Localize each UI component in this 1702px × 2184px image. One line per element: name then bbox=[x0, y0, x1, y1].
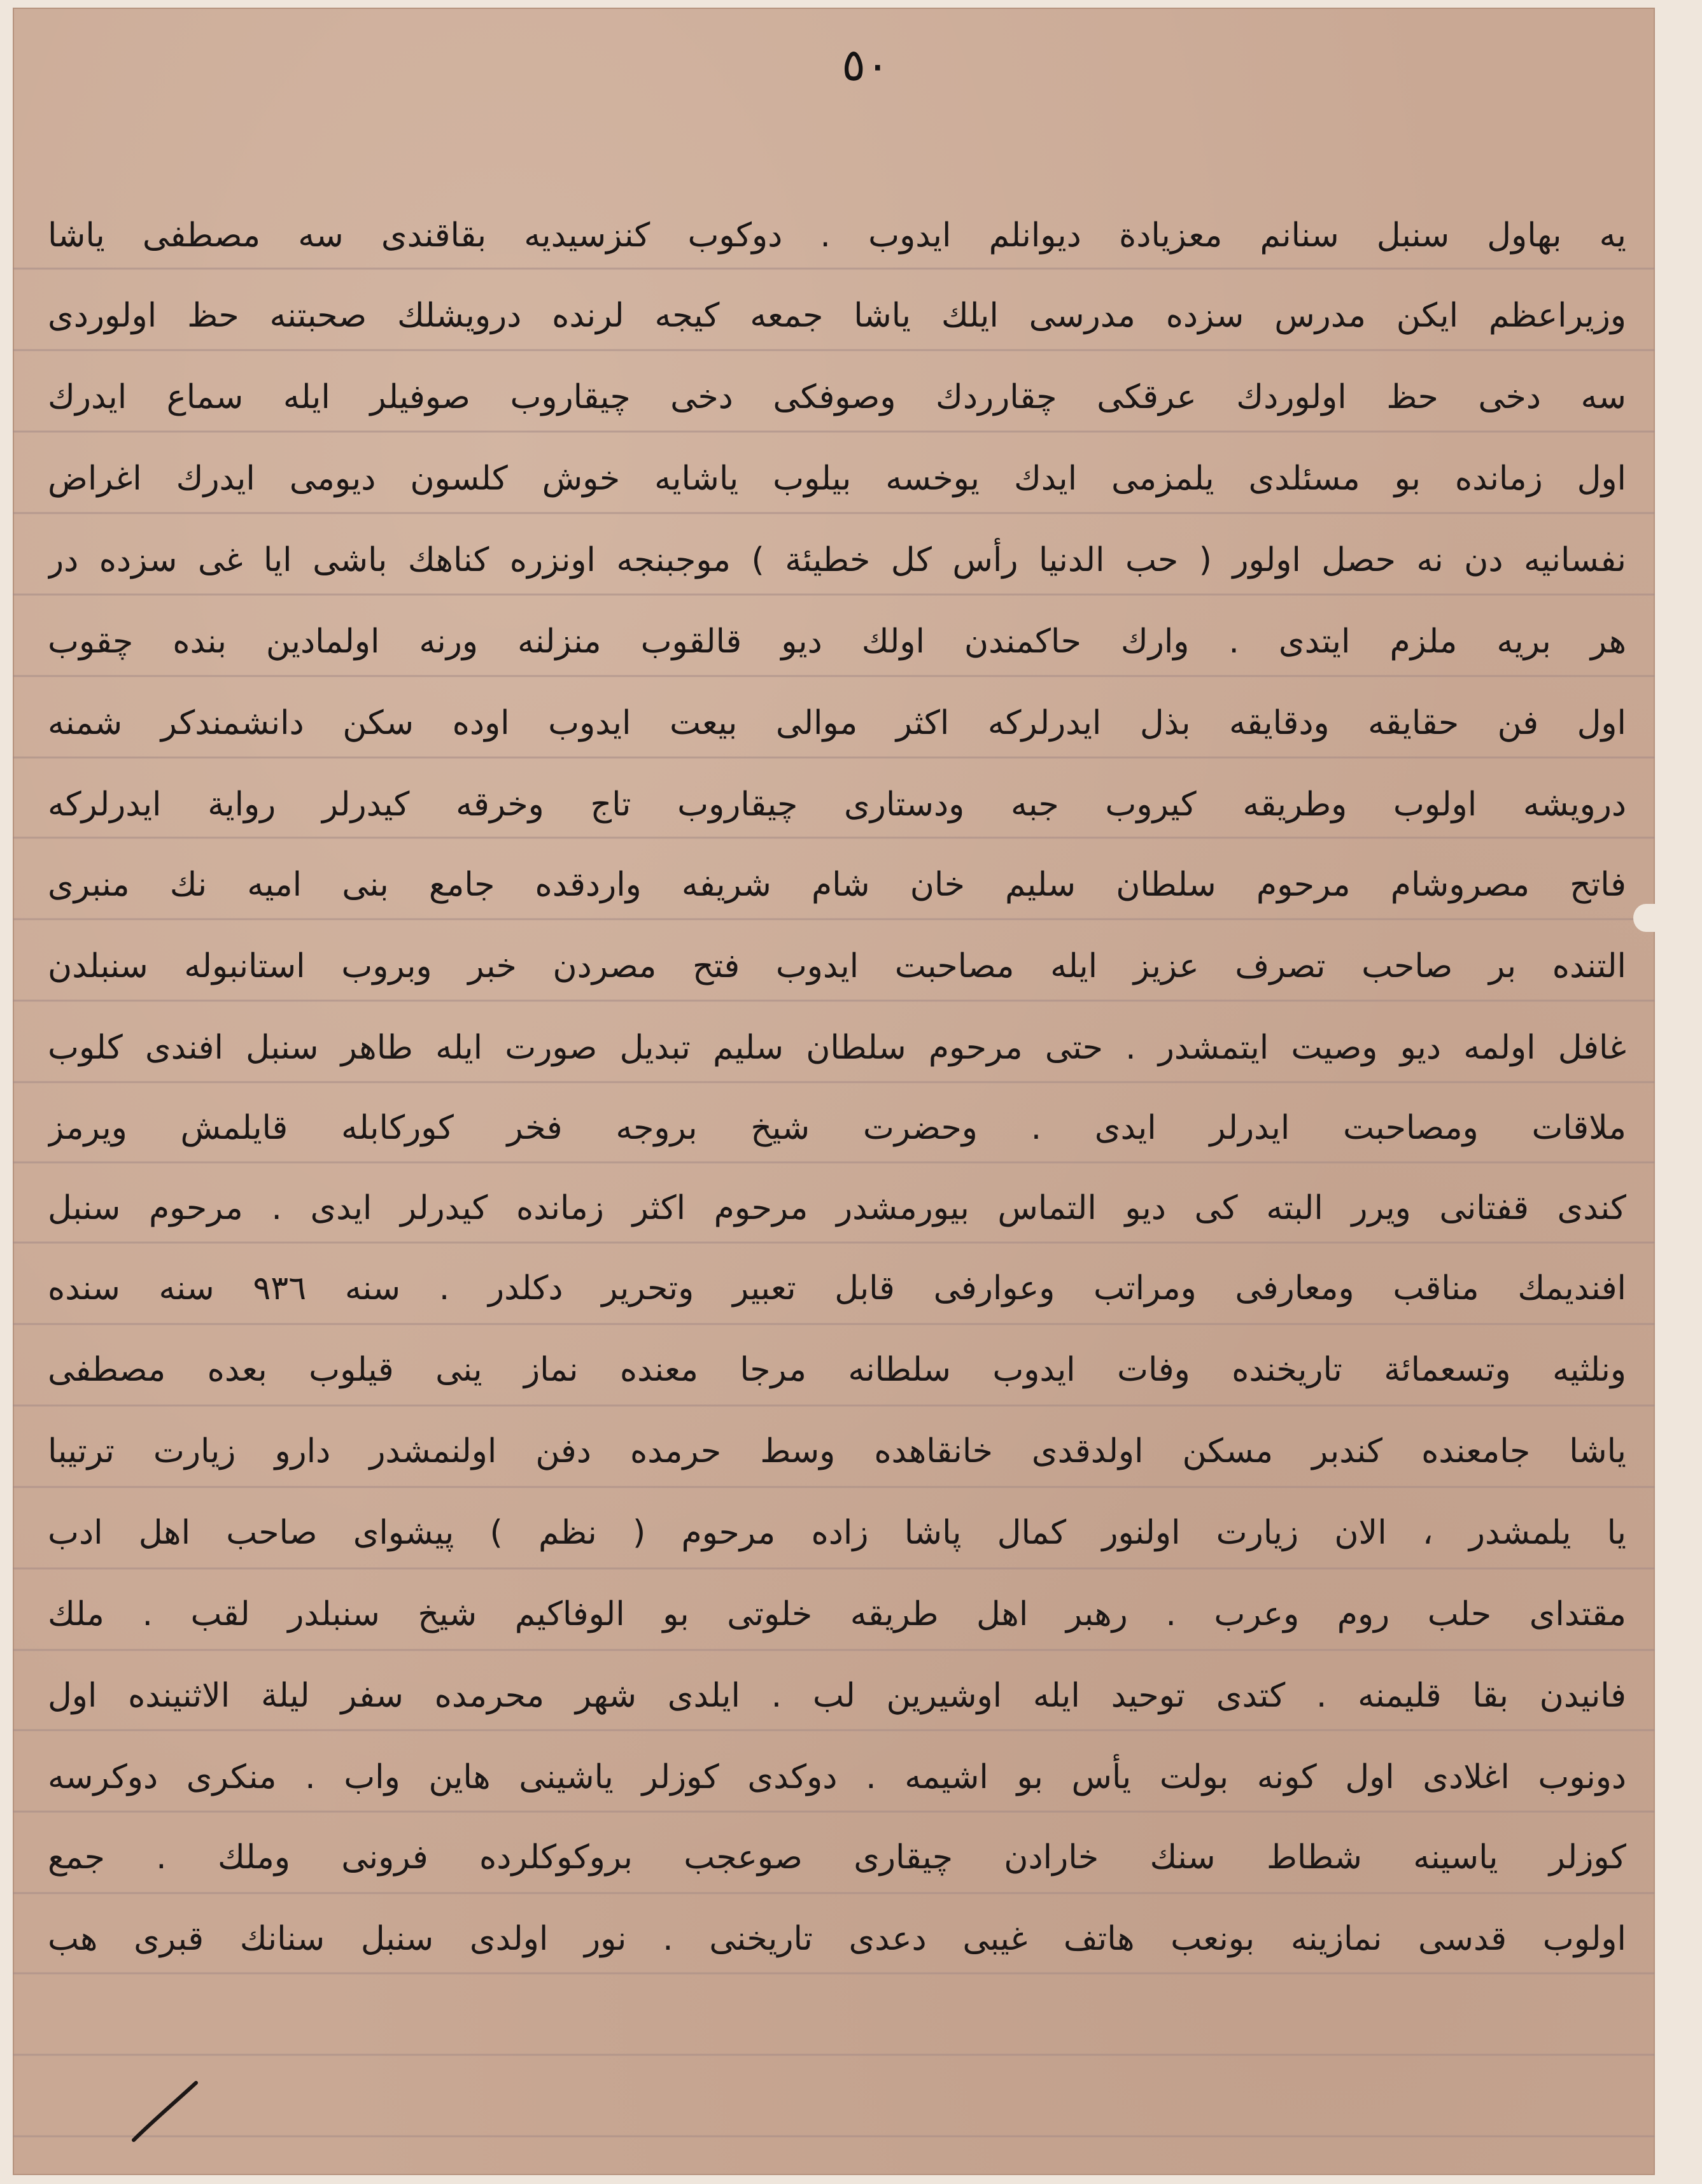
text-line: دونوب اغلادى اول كونه بولت يأس بو اشيمه . دوكدى كوزلر ياشينى هاين واب . منكرى دوكرسه bbox=[48, 1758, 1626, 1796]
text-line: هر بريه ملزم ايتدى . وارك حاكمندن اولك ديو قالقوب منزلنه ورنه اولمادين بنده چقوب bbox=[48, 623, 1626, 661]
text-line: كوزلر ياسينه شطاط سنك خارادن چيقارى صوعجب بروكوكلرده فرونى وملك . جمع bbox=[48, 1838, 1626, 1877]
text-line: يا يلمشدر ، الان زيارت اولنور كمال پاشا زاده مرحوم ( نظم ) پيشواى صاحب اهل ادب bbox=[48, 1514, 1626, 1552]
text-line: فانيدن بقا قليمنه . كتدى توحيد ايله اوشيرين لب . ايلدى شهر محرمده سفر ليلة الاثنينده اول bbox=[48, 1677, 1626, 1715]
stray-pen-mark bbox=[127, 2070, 204, 2146]
text-line: كندى قفتانى ويرر البته كى ديو التماس بيورمشدر مرحوم اكثر زمانده كيدرلر ايدى . مرحوم سنبل bbox=[48, 1189, 1626, 1227]
page-number: ٥٠ bbox=[841, 39, 890, 91]
text-line: نفسانيه دن نه حصل اولور ( حب الدنيا رأس كل خطيئة ) موجبنجه اونزره كناهك باشى ايا غى سزده در bbox=[48, 541, 1626, 579]
handwritten-text-body bbox=[13, 8, 1655, 2175]
text-line: التنده بر صاحب تصرف عزيز ايله مصاحبت ايدوب فتح مصردن خبر وبروب استانبوله سنبلدن bbox=[48, 947, 1626, 985]
text-line: مقتداى حلب روم وعرب . رهبر اهل طريقه خلوتى بو الوفاكيم شيخ سنبلدر لقب . ملك bbox=[48, 1595, 1626, 1633]
text-line: اولوب قدسى نمازينه بونعب هاتف غيبى دعدى تاريخنى . نور اولدى سنبل سنانك قبرى هب bbox=[48, 1920, 1626, 1958]
text-line: يه بهاول سنبل سنانم معزيادة ديوانلم ايدوب . دوكوب كنزسيديه بقاقندى سه مصطفى ياشا bbox=[48, 216, 1626, 255]
text-line: اول زمانده بو مسئلدى يلمزمى ايدك يوخسه بيلوب ياشايه خوش كلسون ديومى ايدرك اغراض bbox=[48, 460, 1626, 498]
text-line: ياشا جامعنده كندبر مسكن اولدقدى خانقاهده وسط حرمده دفن اولنمشدر دارو زيارت ترتيبا bbox=[48, 1432, 1626, 1470]
text-line: فاتح مصروشام مرحوم سلطان سليم خان شام شريفه واردقده جامع بنى اميه نك منبرى bbox=[48, 866, 1626, 904]
text-line: غافل اولمه ديو وصيت ايتمشدر . حتى مرحوم سلطان سليم تبديل صورت ايله طاهر سنبل افندى كلوب bbox=[48, 1029, 1626, 1067]
text-line: درويشه اولوب وطريقه كيروب جبه ودستارى چيقاروب تاج وخرقه كيدرلر رواية ايدرلركه bbox=[48, 786, 1626, 824]
text-line: سه دخى حظ اولوردك عرقكى چقارردك وصوفكى دخى چيقاروب صوفيلر ايله سماع ايدرك bbox=[48, 378, 1626, 416]
text-line bbox=[48, 2062, 1626, 2139]
text-line: وزيراعظم ايكن مدرس سزده مدرسى ايلك ياشا جمعه كيجه لرنده درويشلك صحبتنه حظ اولوردى bbox=[48, 297, 1626, 335]
manuscript-page bbox=[13, 8, 1655, 2175]
text-line bbox=[48, 1981, 1626, 2057]
text-line: ملاقات ومصاحبت ايدرلر ايدى . وحضرت شيخ بروجه فخر كوركابله قايلمش ويرمز bbox=[48, 1109, 1626, 1147]
text-line: ونلثيه وتسعمائة تاريخنده وفات ايدوب سلطانه مرجا معنده نماز ينى قيلوب بعده مصطفى bbox=[48, 1351, 1626, 1389]
text-line: افنديمك مناقب ومعارفى ومراتب وعوارفى قابل تعبير وتحرير دكلدر . سنه ٩٣٦ سنه سنده bbox=[48, 1269, 1626, 1307]
text-line: اول فن حقايقه ودقايقه بذل ايدرلركه اكثر موالى بيعت ايدوب اوده سكن دانشمندكر شمنه bbox=[48, 704, 1626, 742]
